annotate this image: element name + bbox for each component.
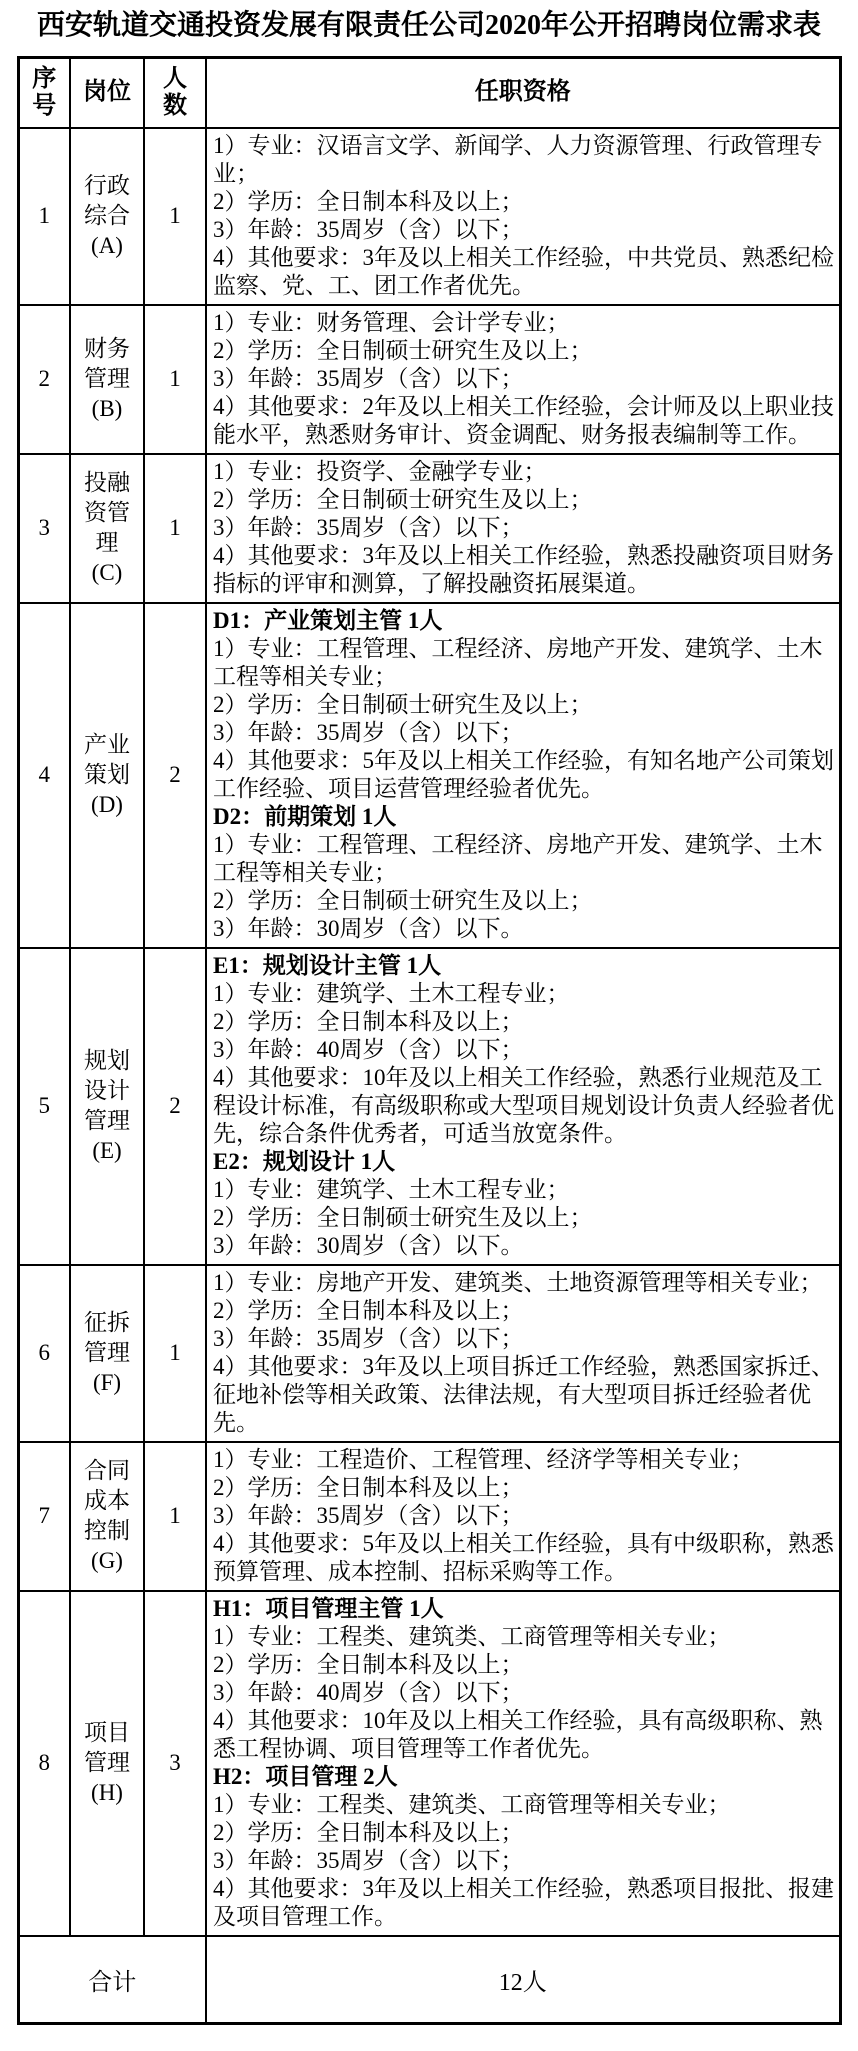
headcount-cell: 2 — [144, 603, 206, 948]
position-cell — [70, 1591, 144, 1936]
recruitment-requirements-table — [17, 56, 842, 2025]
position-row — [18, 1591, 840, 1936]
position-cell — [70, 454, 144, 603]
position-row — [18, 603, 840, 948]
position-name: 投融资管理 — [84, 470, 130, 556]
qualification-line: 3）年龄：35周岁（含）以下； — [213, 216, 524, 242]
column-header-qualifications: 任职资格 — [206, 58, 840, 128]
qualification-line: 1）专业：工程类、建筑类、工商管理等相关专业； — [213, 1623, 731, 1649]
page-title: 西安轨道交通投资发展有限责任公司2020年公开招聘岗位需求表 — [36, 10, 821, 41]
qualification-line: 3）年龄：35周岁（含）以下； — [213, 365, 524, 391]
serial-number-cell: 7 — [18, 1442, 70, 1591]
position-row — [18, 1265, 840, 1442]
serial-number-cell: 1 — [18, 128, 70, 305]
position-row — [18, 305, 840, 454]
sub-position-heading: D2：前期策划 1人 — [213, 803, 397, 829]
serial-number-cell: 3 — [18, 454, 70, 603]
position-cell — [70, 1265, 144, 1442]
qualification-line: 4）其他要求：5年及以上相关工作经验，有知名地产公司策划工作经验、项目运营管理经验者优先。 — [213, 747, 834, 801]
qualification-line: 3）年龄：30周岁（含）以下。 — [213, 915, 524, 941]
qualification-line: 2）学历：全日制硕士研究生及以上； — [213, 486, 593, 512]
sub-position-heading: E1：规划设计主管 1人 — [213, 952, 442, 978]
position-name: 合同成本控制 — [84, 1458, 130, 1544]
headcount-cell: 1 — [144, 1442, 206, 1591]
headcount-cell: 3 — [144, 1591, 206, 1936]
position-row — [18, 1442, 840, 1591]
qualifications-cell — [206, 948, 840, 1265]
sub-position-heading: E2：规划设计 1人 — [213, 1148, 396, 1174]
qualification-line: 2）学历：全日制硕士研究生及以上； — [213, 1204, 593, 1230]
position-cell — [70, 128, 144, 305]
qualification-line: 1）专业：工程造价、工程管理、经济学等相关专业； — [213, 1446, 754, 1472]
position-cell — [70, 948, 144, 1265]
qualification-line: 3）年龄：35周岁（含）以下； — [213, 514, 524, 540]
qualification-line: 4）其他要求：3年及以上项目拆迁工作经验，熟悉国家拆迁、征地补偿等相关政策、法律法规，有大型项目拆迁经验者优先。 — [213, 1353, 834, 1435]
serial-number-cell: 8 — [18, 1591, 70, 1936]
qualification-line: 3）年龄：35周岁（含）以下； — [213, 1502, 524, 1528]
serial-number-cell: 4 — [18, 603, 70, 948]
position-name: 产业策划 — [84, 732, 130, 788]
position-name: 规划设计管理 — [84, 1048, 130, 1134]
column-header-position: 岗位 — [70, 58, 144, 128]
qualifications-cell — [206, 1591, 840, 1936]
headcount-cell: 2 — [144, 948, 206, 1265]
qualifications-cell — [206, 305, 840, 454]
qualification-line: 1）专业：汉语言文学、新闻学、人力资源管理、行政管理专业； — [213, 132, 823, 186]
qualification-line: 3）年龄：35周岁（含）以下； — [213, 1847, 524, 1873]
qualification-line: 1）专业：建筑学、土木工程专业； — [213, 1176, 570, 1202]
qualification-line: 4）其他要求：3年及以上相关工作经验，中共党员、熟悉纪检监察、党、工、团工作者优先。 — [213, 244, 834, 298]
headcount-cell: 1 — [144, 128, 206, 305]
sub-position-heading: D1：产业策划主管 1人 — [213, 607, 443, 633]
position-code: (A) — [91, 233, 123, 259]
qualification-line: 1）专业：工程管理、工程经济、房地产开发、建筑学、土木工程等相关专业； — [213, 635, 823, 689]
qualification-line: 2）学历：全日制本科及以上； — [213, 1651, 524, 1677]
headcount-cell: 1 — [144, 305, 206, 454]
qualifications-cell — [206, 128, 840, 305]
column-header-serial-number: 序号 — [18, 58, 70, 128]
position-cell — [70, 305, 144, 454]
qualification-line: 2）学历：全日制本科及以上； — [213, 1297, 524, 1323]
position-name: 项目管理 — [84, 1720, 130, 1776]
serial-number-cell: 2 — [18, 305, 70, 454]
total-row — [18, 1936, 840, 2024]
position-code: (C) — [91, 560, 123, 586]
position-code: (F) — [92, 1370, 122, 1396]
qualification-line: 2）学历：全日制本科及以上； — [213, 188, 524, 214]
serial-number-cell: 5 — [18, 948, 70, 1265]
column-header-headcount: 人数 — [144, 58, 206, 128]
qualification-line: 3）年龄：30周岁（含）以下。 — [213, 1232, 524, 1258]
qualification-line: 4）其他要求：3年及以上相关工作经验，熟悉投融资项目财务指标的评审和测算，了解投融资拓展渠道。 — [213, 542, 834, 596]
qualification-line: 3）年龄：40周岁（含）以下； — [213, 1679, 524, 1705]
qualification-line: 2）学历：全日制本科及以上； — [213, 1819, 524, 1845]
qualification-line: 3）年龄：35周岁（含）以下； — [213, 1325, 524, 1351]
position-code: (D) — [91, 792, 123, 818]
position-code: (H) — [91, 1780, 123, 1806]
position-cell — [70, 1442, 144, 1591]
qualification-line: 4）其他要求：5年及以上相关工作经验，具有中级职称，熟悉预算管理、成本控制、招标采购等工作。 — [213, 1530, 834, 1584]
total-value: 12人 — [206, 1936, 840, 2024]
qualifications-cell — [206, 1265, 840, 1442]
position-code: (B) — [91, 396, 123, 422]
position-code: (E) — [92, 1138, 122, 1164]
qualification-line: 4）其他要求：3年及以上相关工作经验，熟悉项目报批、报建及项目管理工作。 — [213, 1875, 834, 1929]
qualifications-cell — [206, 603, 840, 948]
position-row — [18, 948, 840, 1265]
qualification-line: 4）其他要求：2年及以上相关工作经验，会计师及以上职业技能水平，熟悉财务审计、资金调配、财务报表编制等工作。 — [213, 393, 834, 447]
position-name: 征拆管理 — [84, 1310, 130, 1366]
qualification-line: 4）其他要求：10年及以上相关工作经验，具有高级职称、熟悉工程协调、项目管理等工作者优先。 — [213, 1707, 823, 1761]
position-row — [18, 128, 840, 305]
sub-position-heading: H1：项目管理主管 1人 — [213, 1595, 444, 1621]
qualification-line: 1）专业：房地产开发、建筑类、土地资源管理等相关专业； — [213, 1269, 823, 1295]
qualification-line: 2）学历：全日制本科及以上； — [213, 1474, 524, 1500]
qualification-line: 1）专业：投资学、金融学专业； — [213, 458, 547, 484]
position-name: 财务管理 — [84, 336, 130, 392]
qualification-line: 3）年龄：40周岁（含）以下； — [213, 1036, 524, 1062]
total-label: 合计 — [18, 1936, 206, 2024]
position-code: (G) — [91, 1548, 123, 1574]
qualifications-cell — [206, 1442, 840, 1591]
qualification-line: 3）年龄：35周岁（含）以下； — [213, 719, 524, 745]
serial-number-cell: 6 — [18, 1265, 70, 1442]
qualification-line: 4）其他要求：10年及以上相关工作经验，熟悉行业规范及工程设计标准，有高级职称或大型项目规划设计负责人经验者优先，综合条件优秀者，可适当放宽条件。 — [213, 1064, 834, 1146]
qualification-line: 1）专业：工程管理、工程经济、房地产开发、建筑学、土木工程等相关专业； — [213, 831, 823, 885]
headcount-cell: 1 — [144, 454, 206, 603]
position-name: 行政综合 — [84, 173, 130, 229]
qualification-line: 1）专业：建筑学、土木工程专业； — [213, 980, 570, 1006]
qualification-line: 2）学历：全日制硕士研究生及以上； — [213, 887, 593, 913]
table-header-row — [18, 58, 840, 128]
qualification-line: 2）学历：全日制本科及以上； — [213, 1008, 524, 1034]
qualification-line: 1）专业：财务管理、会计学专业； — [213, 309, 570, 335]
qualification-line: 2）学历：全日制硕士研究生及以上； — [213, 691, 593, 717]
sub-position-heading: H2：项目管理 2人 — [213, 1763, 398, 1789]
qualification-line: 1）专业：工程类、建筑类、工商管理等相关专业； — [213, 1791, 731, 1817]
position-row — [18, 454, 840, 603]
headcount-cell: 1 — [144, 1265, 206, 1442]
position-cell — [70, 603, 144, 948]
qualifications-cell — [206, 454, 840, 603]
qualification-line: 2）学历：全日制硕士研究生及以上； — [213, 337, 593, 363]
